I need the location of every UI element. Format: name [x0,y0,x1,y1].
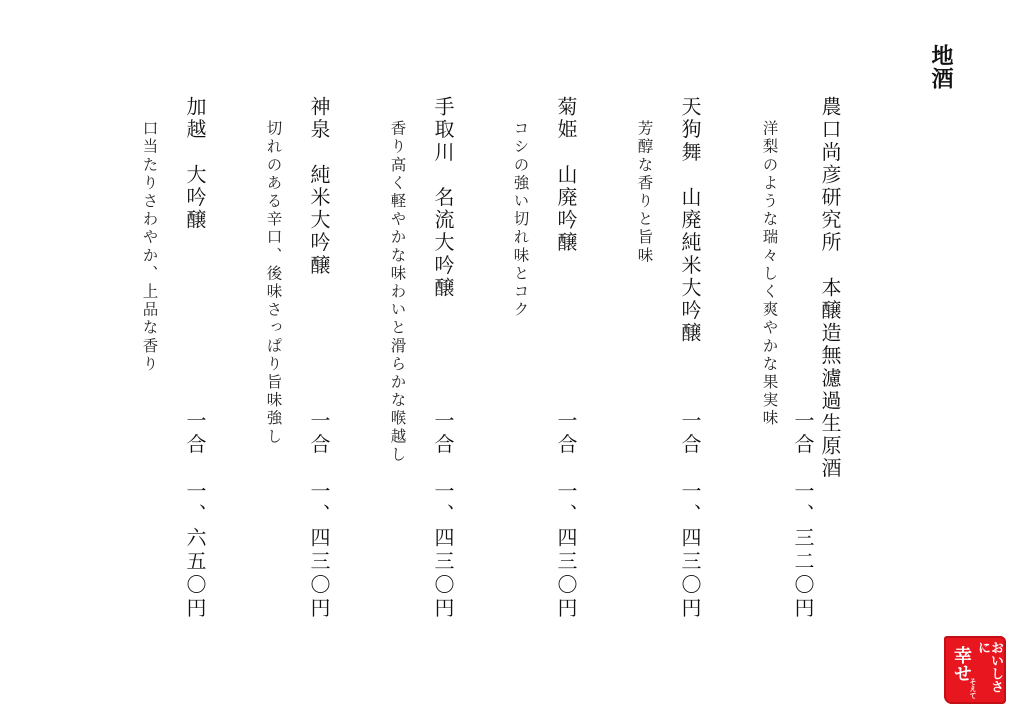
sake-description: 芳醇な香りと旨味 [635,120,654,265]
sake-name: 菊姫 山廃吟醸 [554,96,578,255]
sake-price: 一合 一、四三〇円 [307,410,331,621]
sake-description: 切れのある辛口、後味さっぱり旨味強し [264,120,283,446]
sake-name: 加越 大吟醸 [183,96,207,232]
sake-name: 手取川 名流大吟醸 [431,96,455,300]
sake-name: 農口尚彦研究所 本醸造無濾過生原酒 [818,96,842,481]
sake-name: 天狗舞 山廃純米大吟醸 [678,96,702,345]
sake-price: 一合 一、四三〇円 [554,410,578,621]
stamp-text: おいしさに [975,641,1003,693]
sake-description: 口当たりさわやか、上品な香り [140,120,159,374]
brand-stamp-logo [944,636,1006,704]
sake-price: 一合 一、六五〇円 [183,410,207,621]
stamp-text: 幸せ [951,646,972,682]
sake-description: コシの強い切れ味とコク [511,120,530,320]
sake-price: 一合 一、四三〇円 [678,410,702,621]
stamp-text: そえて [969,678,978,699]
sake-name: 神泉 純米大吟醸 [307,96,331,277]
sake-description: 洋梨のような瑞々しく爽やかな果実味 [760,120,779,428]
sake-price: 一合 一、三二〇円 [791,410,815,621]
sake-price: 一合 一、四三〇円 [431,410,455,621]
sake-description: 香り高く軽やかな味わいと滑らかな喉越し [388,120,407,464]
menu-title: 地酒 [928,44,953,90]
